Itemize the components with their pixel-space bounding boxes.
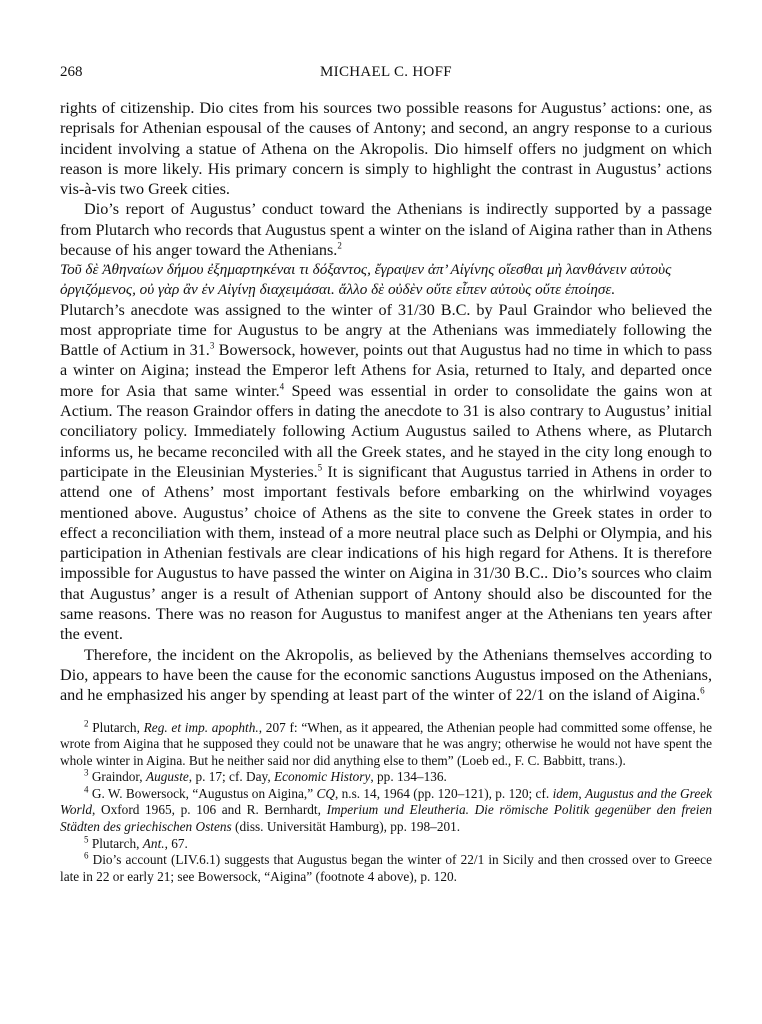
footnote-ref-6: 6	[700, 685, 705, 696]
footnote-ref-2: 2	[337, 240, 342, 251]
running-header	[60, 64, 712, 84]
page-number: 268	[60, 64, 83, 80]
footnote-ref-5: 5	[317, 462, 323, 473]
paragraph-1: rights of citizenship. Dio cites from his sources two possible reasons for Augustus’ actions: one, as reprisals for Athenian espousal of the causes of Antony; and second, an angry response to a curious incident involving a statue of Athena on the Akropolis. Dio himself offers no judgment on which reason is more likely. His primary concern is simply to highlight the contrast in Augustus’ actions vis-à-vis two Greek cities.	[60, 99, 712, 199]
running-title: MICHAEL C. HOFF	[320, 64, 452, 80]
paragraph-2: Dio’s report of Augustus’ conduct toward the Athenians is indirectly supported by a passage from Plutarch who records that Augustus spent a winter on the island of Aigina rather than in Athens because of his anger toward the Athenians.$^2$	[60, 200, 712, 260]
footnote-5: $^5$ Plutarch, Ant., 67.	[84, 834, 188, 851]
footnote-ref-4: 4	[279, 381, 285, 392]
body-text	[60, 98, 712, 706]
greek-quotation: Τοῦ δὲ Ἀθηναίων δήμου ἐξημαρτηκέναι τι δόξαντος, ἔγραψεν ἀπ’ Αἰγίνης οἴεσθαι μὴ λανθάνειν αὐτοὺς ὀργιζόμενος, οὐ γὰρ ἂν ἐν Αἰγίνῃ διαχειμάσαι. ἄλλο δὲ οὐδὲν οὔτε εἶπεν αὐτοὺς οὔτε ἐποίησε.	[60, 261, 672, 298]
bc-abbrev: B.C.	[514, 564, 545, 583]
footnote-6: $^6$ Dio’s account (LIV.6.1) suggests that Augustus began the winter of 22/1 in Sicily and then crossed over to Greece late in 22 or early 21; see Bowersock, “Aigina” (footnote 4 above), p. 120.	[60, 850, 712, 884]
bc-abbrev: B.C.	[440, 300, 471, 319]
paragraph-4: Therefore, the incident on the Akropolis, as believed by the Athenians themselves according to Dio, appears to have been the cause for the economic sanctions Augustus imposed on the Athenians, and he emphasized his anger by spending at least part of the winter of 22/1 on the island of Aigina.$^6$	[60, 645, 712, 705]
footnotes	[60, 720, 712, 886]
page	[60, 64, 712, 885]
footnote-4: $^4$ G. W. Bowersock, “Augustus on Aigina,” CQ, n.s. 14, 1964 (pp. 120–121), p. 120; cf. idem, Augustus and the Greek World, Oxford 1965, p. 106 and R. Bernhardt, Imperium und Eleutheria. Die römische Politik gegenüber den freien Städten des griechischen Ostens (diss. Universität Hamburg), pp. 198–201.	[60, 784, 713, 835]
footnote-2: $^2$ Plutarch, Reg. et imp. apophth., 207 f: “When, as it appeared, the Athenian people had committed some offense, he wrote from Aigina that he supposed they could not be unaware that he was angry; otherwise he would not have spent the whole winter in Aigina. But he neither said nor did anything else to them” (Loeb ed., F. C. Babbitt, trans.).	[60, 718, 713, 768]
footnote-3: $^3$ Graindor, Auguste, p. 17; cf. Day, Economic History, pp. 134–136.	[84, 767, 447, 785]
paragraph-3: Plutarch’s anecdote was assigned to the winter of 31/30 B.C. by Paul Graindor who believed the most appropriate time for Augustus to be angry at the Athenians was immediately following the Battle of Actium in 31.$^3$ Bowersock, however, points out that Augustus had no time in which to pass a winter on Aigina; instead the Emperor left Athens for Asia, returned to Italy, and departed once more for Asia that same winter.$^4$ Speed was essential in order to consolidate the gains won at Actium. The reason Graindor offers in dating the anecdote to 31 is also contrary to Augustus’ initial conciliatory policy. Immediately following Actium Augustus sailed to Athens where, as Plutarch informs us, he became reconciled with all the Greek states, and he stayed in the city long enough to participate in the Eleusinian Mysteries.$^5$ It is significant that Augustus tarried in Athens in order to attend one of Athens’ most important festivals before embarking on the whirlwind voyages mentioned above. Augustus’ choice of Athens as the site to convene the Greek states in order to effect a reconciliation with them, instead of a more neutral place such as Delphi or Olympia, and his participation in Athenian festivals are clear indications of his high regard for Athens. It is therefore impossible for Augustus to have passed the winter on Aigina in 31/30 B.C.. Dio’s sources who claim that Augustus’ anger is a result of Athenian support of Antony should also be discounted for the same reasons. There was no reason for Augustus to manifest anger at the Athenians ten years after the event.	[60, 300, 713, 644]
footnote-ref-3: 3	[209, 340, 215, 351]
